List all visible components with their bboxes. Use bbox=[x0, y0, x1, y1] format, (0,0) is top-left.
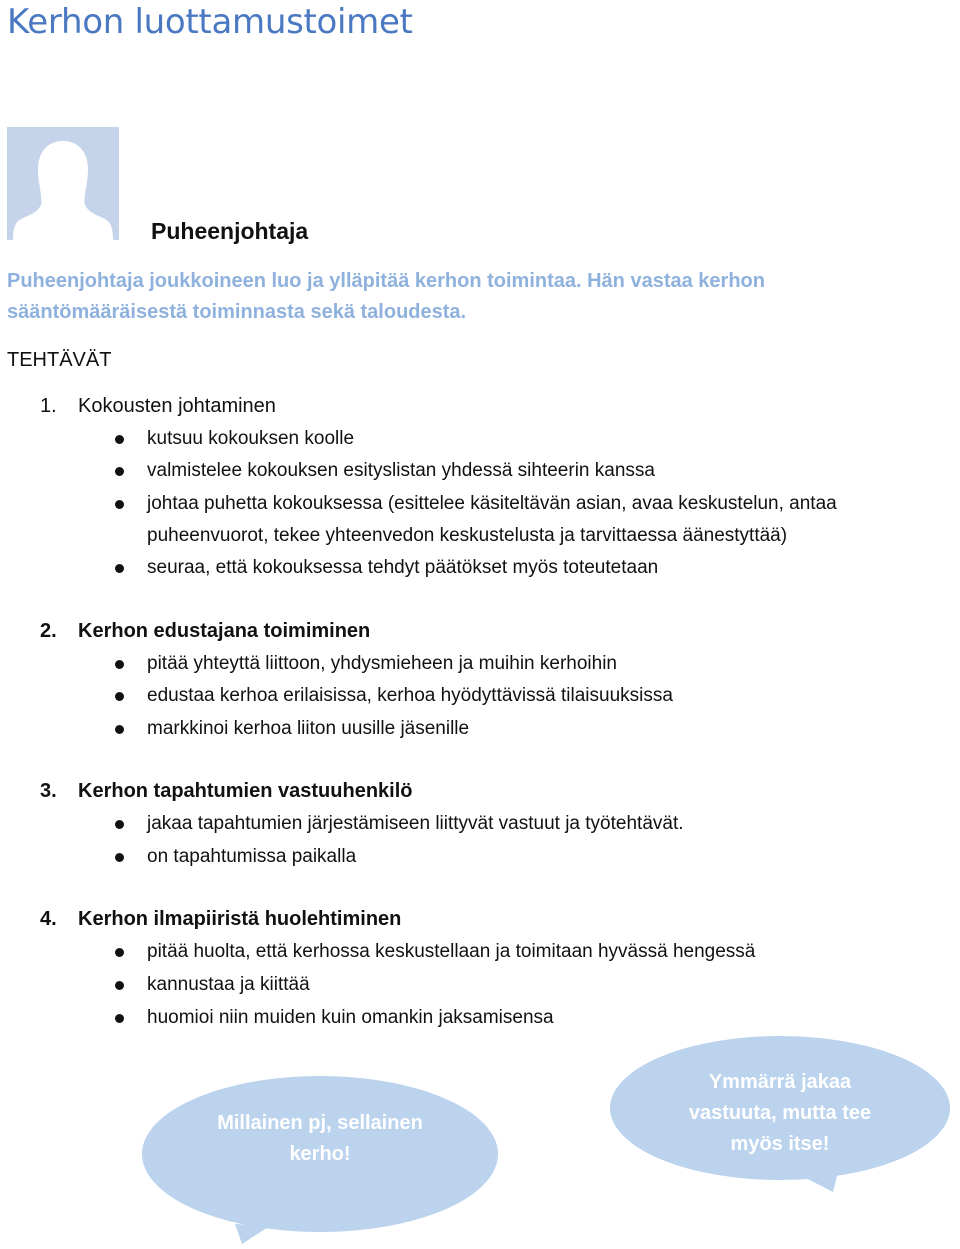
list-item: kannustaa ja kiittää bbox=[147, 974, 310, 995]
list-item: jakaa tapahtumien järjestämiseen liittyvät vastuut ja työtehtävät. bbox=[147, 813, 684, 834]
bullet-dot-icon bbox=[115, 692, 124, 701]
section-title bbox=[40, 904, 401, 934]
bullet-dot-icon bbox=[115, 564, 124, 573]
role-description: Puheenjohtaja joukkoineen luo ja ylläpitää kerhon toimintaa. Hän vastaa kerhon sääntömääräisestä toiminnasta sekä taloudesta. bbox=[7, 270, 765, 323]
section-number: 3. bbox=[40, 780, 57, 802]
list-item: huomioi niin muiden kuin omankin jaksamisensa bbox=[147, 1007, 554, 1028]
bullet-dot-icon bbox=[115, 725, 124, 734]
section-title-text: Kokousten johtaminen bbox=[78, 395, 276, 417]
section-title bbox=[40, 616, 370, 646]
person-silhouette-icon bbox=[7, 127, 119, 240]
list-item: kutsuu kokouksen koolle bbox=[147, 428, 355, 449]
bullet-dot-icon bbox=[115, 853, 124, 862]
list-item: seuraa, että kokouksessa tehdyt päätökset myös toteutetaan bbox=[147, 557, 659, 578]
section-title-text: Kerhon edustajana toimiminen bbox=[78, 620, 371, 642]
bullet-dot-icon bbox=[115, 467, 124, 476]
section-number: 1. bbox=[40, 395, 57, 417]
list-item: valmistelee kokouksen esityslistan yhdessä sihteerin kanssa bbox=[147, 460, 655, 481]
list-item: pitää yhteyttä liittoon, yhdysmieheen ja muihin kerhoihin bbox=[147, 653, 617, 674]
bullet-dot-icon bbox=[115, 981, 124, 990]
list-item: markkinoi kerhoa liiton uusille jäsenille bbox=[147, 718, 470, 739]
section-number: 2. bbox=[40, 620, 57, 642]
section-title bbox=[40, 776, 412, 806]
list-item: on tapahtumissa paikalla bbox=[147, 846, 357, 867]
speech-bubble-left-text: Millainen pj, sellainen kerho! bbox=[217, 1112, 423, 1165]
section-title-text: Kerhon tapahtumien vastuuhenkilö bbox=[78, 780, 413, 802]
bullet-dot-icon bbox=[115, 660, 124, 669]
role-heading: Puheenjohtaja bbox=[151, 218, 309, 244]
section-title bbox=[40, 391, 276, 421]
list-item: edustaa kerhoa erilaisissa, kerhoa hyödyttävissä tilaisuuksissa bbox=[147, 685, 673, 706]
bullet-dot-icon bbox=[115, 500, 124, 509]
list-item: johtaa puhetta kokouksessa (esittelee käsiteltävän asian, avaa keskustelun, antaa puheenvuorot, tekee yhteenvedon keskustelusta ja tarvittaessa äänestyttää) bbox=[147, 493, 837, 546]
bullet-dot-icon bbox=[115, 1014, 124, 1023]
bullet-dot-icon bbox=[115, 948, 124, 957]
section-number: 4. bbox=[40, 908, 57, 930]
list-item: pitää huolta, että kerhossa keskustellaan ja toimitaan hyvässä hengessä bbox=[147, 941, 756, 962]
bullet-dot-icon bbox=[115, 820, 124, 829]
tasks-heading: TEHTÄVÄT bbox=[7, 349, 112, 371]
speech-bubble-right-text: Ymmärrä jakaa vastuuta, mutta tee myös itse! bbox=[688, 1071, 872, 1155]
page-title: Kerhon luottamustoimet bbox=[7, 2, 413, 42]
bullet-dot-icon bbox=[115, 435, 124, 444]
section-title-text: Kerhon ilmapiiristä huolehtiminen bbox=[78, 908, 402, 930]
